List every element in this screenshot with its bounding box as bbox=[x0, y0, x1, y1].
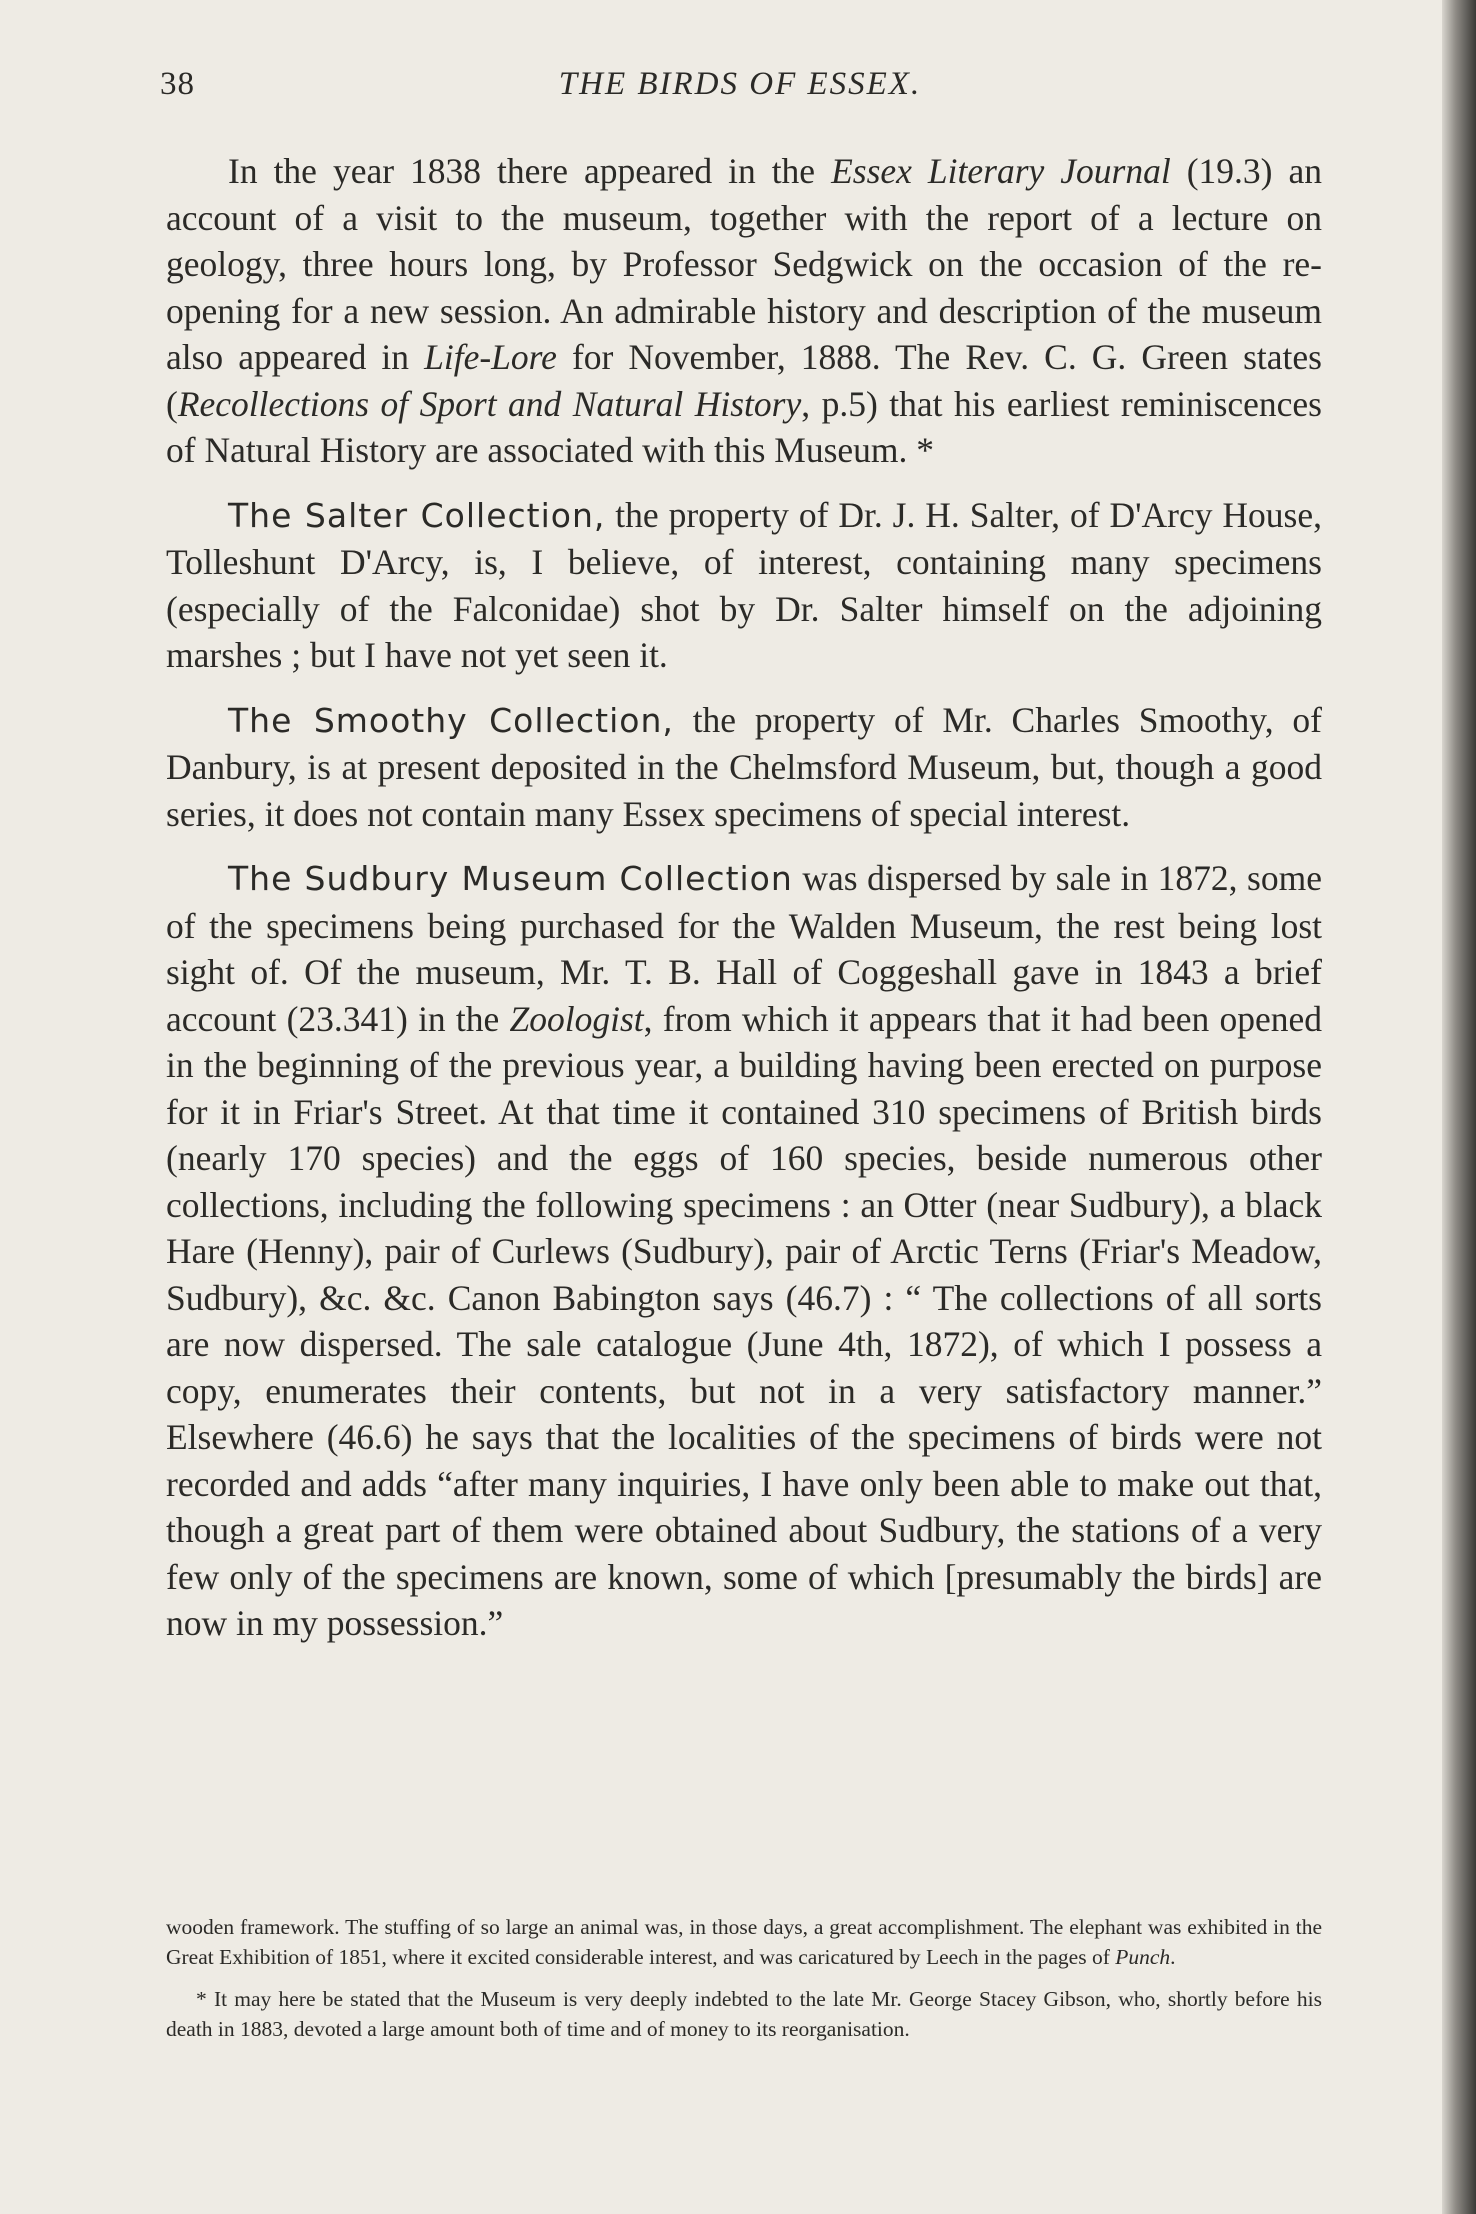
text-run: , from which it appears that it had been opened in the beginning of the previous year, a building having been erected on purpose for it in Friar's Street. At that time it contained 310 specimens of British birds (nearly 170 species) and the eggs of 160 species, beside numerous other collections, including the following specimens : an Otter (near Sudbury), a black Hare (Henny), pair of Curlews (Sudbury), pair of Arctic Terns (Friar's Meadow, Sudbury), &c. &c. Canon Babington says (46.7) : “ The collections of all sorts are now dispersed. The sale catalogue (June 4th, 1872), of which I possess a copy, enumerates their contents, but not in a very satisfactory manner.” Elsewhere (46.6) he says that the localities of the specimens of birds were not recorded and adds “after many inquiries, I have only been able to make out that, though a great part of them were obtained about Sudbury, the stations of a very few only of the specimens are known, some of which [presumably the birds] are now in my possession.” bbox=[166, 998, 1322, 1643]
italic-title: Life-Lore bbox=[424, 337, 557, 377]
book-spine-shadow bbox=[1442, 0, 1476, 2214]
text-run: the property of Mr. Charles Smoothy, of Danbury, is at present deposited in the Chelmsford Museum, but, though a good series, it does not contain many Essex specimens of special interest. bbox=[166, 699, 1323, 834]
paragraph bbox=[166, 855, 1322, 1647]
text-run: (19.3) an account of a visit to the museum, together with the report of a lecture on geology, three hours long, by Professor Sedgwick on the occasion of the re-opening for a new session. An admirable history and description of the museum also appeared in bbox=[166, 151, 1322, 377]
body-text bbox=[166, 148, 1322, 1665]
italic-title: Recollections of Sport and Natural History bbox=[177, 383, 802, 424]
italic-title: Zoologist bbox=[509, 998, 644, 1039]
collection-heading: The Sudbury Museum Collection bbox=[228, 859, 793, 898]
text-run: the property of Dr. J. H. Salter, of D'Arcy House, Tolleshunt D'Arcy, is, I believe, of interest, containing many specimens (especially of the Falconidae) shot by Dr. Salter himself on the adjoining marshes ; but I have not yet seen it. bbox=[166, 494, 1322, 675]
collection-heading: The Salter Collection, bbox=[228, 495, 606, 535]
footnote-star: * It may here be stated that the Museum is very deeply indebted to the late Mr. George Stacey Gibson, who, shortly before his death in 1883, devoted a large amount both of time and of money to its reorganisation. bbox=[166, 1987, 1322, 2041]
text-run: In the year 1838 there appeared in the bbox=[228, 151, 832, 191]
paragraph bbox=[166, 148, 1322, 474]
footnote-continued-text: wooden framework. The stuffing of so large an animal was, in those days, a great accomplishment. The elephant was exhibited in the Great Exhibition of 1851, where it excited considerable interest, and was caricatured by Leech in the pages of bbox=[166, 1915, 1322, 1969]
text-run: for November, 1888. The Rev. C. G. Green states ( bbox=[166, 337, 1322, 424]
footnotes bbox=[166, 1912, 1322, 2056]
paragraph bbox=[166, 492, 1322, 679]
paragraph bbox=[166, 697, 1322, 838]
text-run: , p.5) that his earliest reminiscences of Natural History are associated with this Museum. * bbox=[166, 383, 1322, 470]
footnote-italic-punch: Punch bbox=[1115, 1945, 1171, 1969]
page-number: 38 bbox=[160, 66, 195, 102]
footnote-continued-end: . bbox=[1170, 1945, 1176, 1969]
running-title: THE BIRDS OF ESSEX. bbox=[558, 66, 922, 102]
italic-title: Essex Literary Journal bbox=[831, 151, 1171, 191]
page-header bbox=[160, 66, 1320, 126]
collection-heading: The Smoothy Collection, bbox=[228, 700, 674, 740]
text-run: was dispersed by sale in 1872, some of the specimens being purchased for the Walden Museum, the rest being lost sight of. Of the museum, Mr. T. B. Hall of Coggeshall gave in 1843 a brief account (23.341) in the bbox=[166, 858, 1322, 1039]
footnote-continued bbox=[166, 1912, 1322, 1972]
